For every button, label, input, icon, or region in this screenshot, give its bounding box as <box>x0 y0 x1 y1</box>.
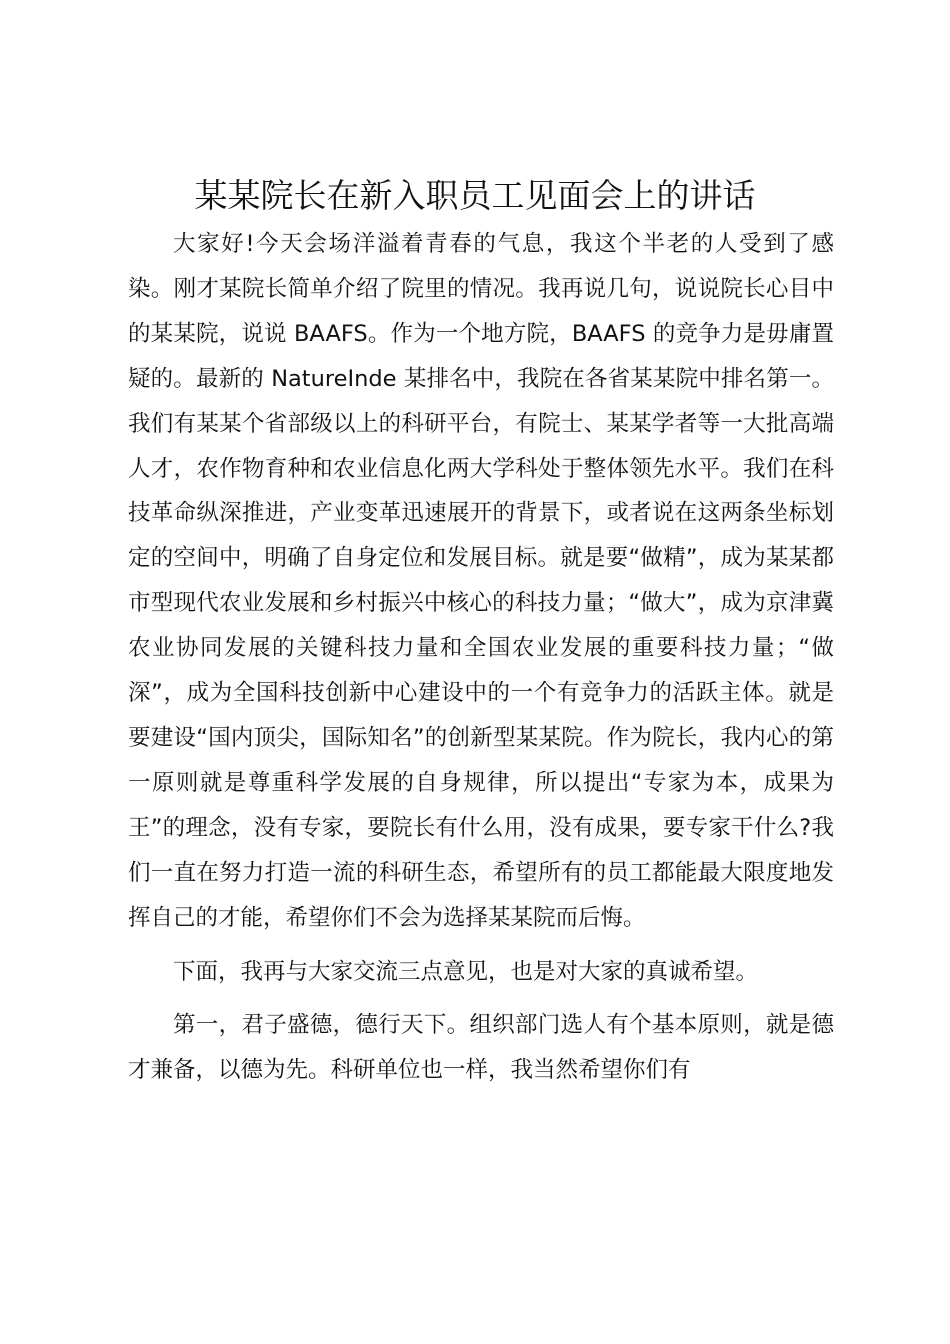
paragraph-1: 大家好!今天会场洋溢着青春的气息，我这个半老的人受到了感染。刚才某院长简单介绍了院里的情况。我再说几句，说说院长心目中的某某院，说说 BAAFS。作为一个地方院，BAAFS 的竞争力是毋庸置疑的。最新的 NatureInde 某排名中，我院在各省某某院中排名第一。我们有某某个省部级以上的科研平台，有院士、某某学者等一大批高端人才，农作物育种和农业信息化两大学科处于整体领先水平。我们在科技革命纵深推进，产业变革迅速展开的背景下，或者说在这两条坐标划定的空间中，明确了自身定位和发展目标。就是要“做精”，成为某某都市型现代农业发展和乡村振兴中核心的科技力量；“做大”，成为京津冀农业协同发展的关键科技力量和全国农业发展的重要科技力量；“做深”，成为全国科技创新中心建设中的一个有竞争力的活跃主体。就是要建设“国内顶尖，国际知名”的创新型某某院。作为院长，我内心的第一原则就是尊重科学发展的自身规律，所以提出“专家为本，成果为王”的理念，没有专家，要院长有什么用，没有成果，要专家干什么?我们一直在努力打造一流的科研生态，希望所有的员工都能最大限度地发挥自己的才能，希望你们不会为选择某某院而后悔。 <box>128 231 834 931</box>
paragraph-3: 第一，君子盛德，德行天下。组织部门选人有个基本原则，就是德才兼备，以德为先。科研单位也一样，我当然希望你们有 <box>128 1012 834 1084</box>
document-body <box>128 222 834 1093</box>
document-title: 某某院长在新入职员工见面会上的讲话 <box>194 176 756 215</box>
paragraph-2: 下面，我再与大家交流三点意见，也是对大家的真诚希望。 <box>173 958 759 985</box>
